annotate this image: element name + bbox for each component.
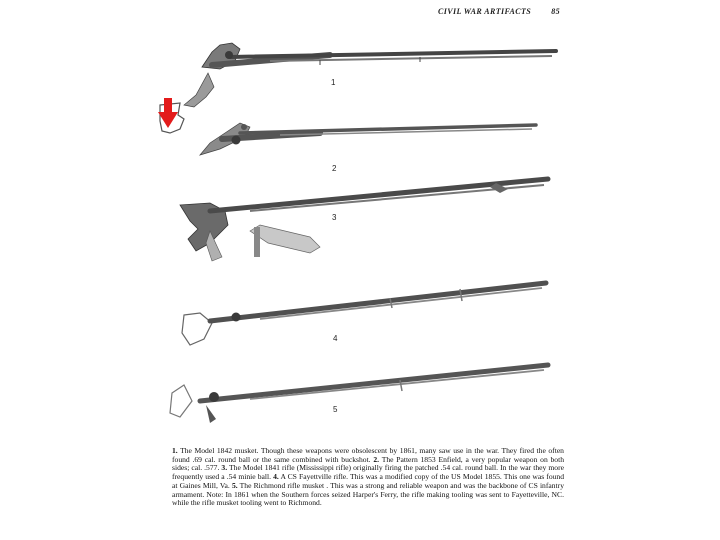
caption-number-2: 2. (373, 454, 380, 464)
figure-caption (172, 447, 564, 508)
fayetteville-rifle-image (182, 283, 546, 345)
figure-label-2: 2 (332, 164, 337, 173)
caption-number-3: 3. (221, 463, 228, 473)
caption-text-3: The Model 1841 rifle (Mississippi rifle) originally firing the patched .54 cal. round ball. In the war they more frequently used a .54 minie ball. (172, 463, 564, 482)
figure-label-5: 5 (333, 405, 338, 414)
caption-number-1: 1. (172, 446, 178, 455)
red-arrow-icon (158, 98, 178, 130)
artifact-photo-plate (150, 25, 570, 445)
page-number: 85 (551, 7, 560, 16)
caption-text-4: A CS Fayettville rifle. This was a modified copy of the US Model 1855. This one was found at Gaines Mill, Va. (172, 472, 565, 490)
musket-1842-image (184, 43, 556, 107)
figure-label-4: 4 (333, 334, 338, 343)
mississippi-rifle-1841-image (180, 179, 548, 261)
caption-text-5: The Richmond rifle musket . This was a strong and reliable weapon and was the backbone of CS infantry armament. Note: In 1861 when the Southern forces seized Harper's Ferry, the rifle making tooling was sent to Fayetteville, NC. while the rifle musket tooling went to Richmond. (172, 480, 564, 508)
caption-text-2: The Pattern 1853 Enfield, a very popular weapon on both sides; cal. .577. (172, 454, 565, 473)
running-header (438, 7, 560, 19)
richmond-rifle-musket-image (170, 365, 548, 423)
caption-number-5: 5. (231, 480, 238, 490)
caption-number-4: 4. (273, 472, 279, 482)
caption-text-1: The Model 1842 musket. Though these weapons were obsolescent by 1861, many saw use in the war. They fired the often found .69 cal. round ball or the same combined with buckshot. (172, 446, 564, 464)
enfield-1853-image (160, 103, 536, 155)
header-title: CIVIL WAR ARTIFACTS (438, 7, 532, 16)
figure-label-3: 3 (332, 213, 337, 222)
figure-label-1: 1 (331, 78, 336, 87)
rifles-illustration (150, 25, 570, 445)
